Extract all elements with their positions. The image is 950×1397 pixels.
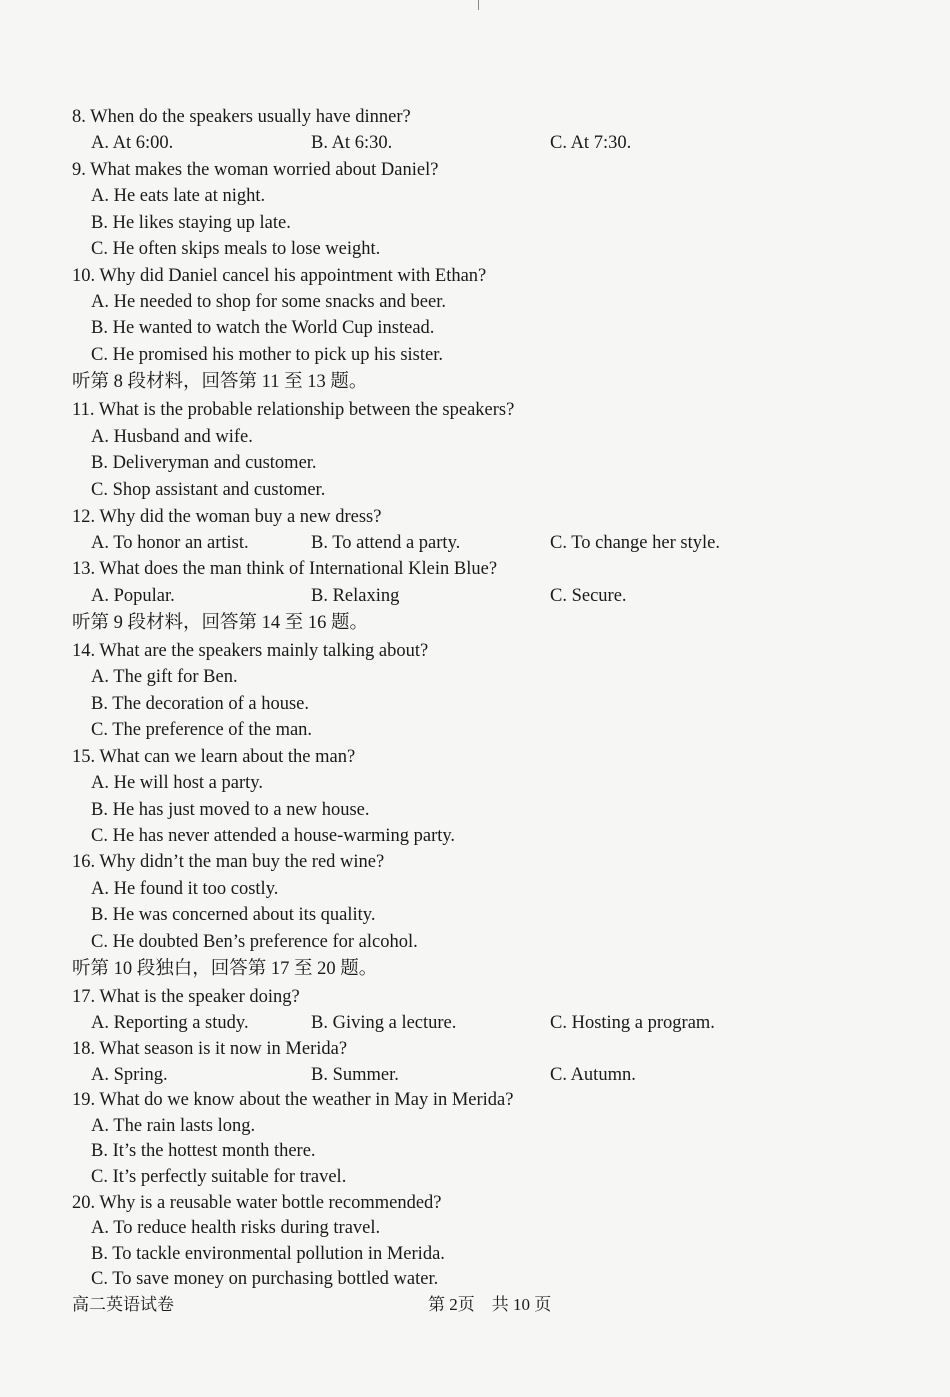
question-20: 20. Why is a reusable water bottle recommended?: [72, 1193, 442, 1213]
q17-option-b: B. Giving a lecture.: [311, 1013, 457, 1033]
question-9: 9. What makes the woman worried about Daniel?: [72, 160, 439, 180]
q19-option-b: B. It’s the hottest month there.: [91, 1141, 316, 1161]
q13-option-b: B. Relaxing: [311, 586, 400, 606]
question-19: 19. What do we know about the weather in May in Merida?: [72, 1090, 514, 1110]
footer-title: 高二英语试卷: [72, 1295, 174, 1314]
question-10: 10. Why did Daniel cancel his appointment with Ethan?: [72, 266, 487, 286]
scan-mark: [478, 0, 479, 10]
question-18: 18. What season is it now in Merida?: [72, 1039, 348, 1059]
q8-option-c: C. At 7:30.: [550, 133, 632, 153]
q18-option-b: B. Summer.: [311, 1065, 399, 1085]
q20-option-a: A. To reduce health risks during travel.: [91, 1218, 381, 1238]
question-15: 15. What can we learn about the man?: [72, 747, 356, 767]
q14-option-b: B. The decoration of a house.: [91, 694, 309, 714]
section-8-heading: 听第 8 段材料，回答第 11 至 13 题。: [72, 372, 368, 392]
q10-option-a: A. He needed to shop for some snacks and beer.: [91, 292, 446, 312]
q8-option-b: B. At 6:30.: [311, 133, 393, 153]
q12-option-a: A. To honor an artist.: [91, 533, 249, 553]
q10-option-b: B. He wanted to watch the World Cup instead.: [91, 318, 435, 338]
q16-option-c: C. He doubted Ben’s preference for alcohol.: [91, 932, 418, 952]
q9-option-c: C. He often skips meals to lose weight.: [91, 239, 381, 259]
q20-option-b: B. To tackle environmental pollution in Merida.: [91, 1244, 445, 1264]
question-12: 12. Why did the woman buy a new dress?: [72, 507, 382, 527]
q18-option-a: A. Spring.: [91, 1065, 168, 1085]
q19-option-a: A. The rain lasts long.: [91, 1116, 256, 1136]
q13-option-c: C. Secure.: [550, 586, 627, 606]
q8-option-a: A. At 6:00.: [91, 133, 174, 153]
q15-option-b: B. He has just moved to a new house.: [91, 800, 370, 820]
q11-option-c: C. Shop assistant and customer.: [91, 480, 326, 500]
q12-option-b: B. To attend a party.: [311, 533, 461, 553]
q11-option-b: B. Deliveryman and customer.: [91, 453, 317, 473]
footer-page-number: 第 2页 共 10 页: [428, 1295, 552, 1314]
section-9-heading: 听第 9 段材料，回答第 14 至 16 题。: [72, 613, 369, 633]
section-10-heading: 听第 10 段独白，回答第 17 至 20 题。: [72, 959, 378, 979]
question-13: 13. What does the man think of International Klein Blue?: [72, 559, 498, 579]
q17-option-c: C. Hosting a program.: [550, 1013, 715, 1033]
q16-option-a: A. He found it too costly.: [91, 879, 279, 899]
q16-option-b: B. He was concerned about its quality.: [91, 905, 376, 925]
q9-option-b: B. He likes staying up late.: [91, 213, 291, 233]
q14-option-c: C. The preference of the man.: [91, 720, 313, 740]
question-14: 14. What are the speakers mainly talking about?: [72, 641, 429, 661]
q12-option-c: C. To change her style.: [550, 533, 720, 553]
q20-option-c: C. To save money on purchasing bottled water.: [91, 1269, 439, 1289]
question-16: 16. Why didn’t the man buy the red wine?: [72, 852, 385, 872]
q15-option-a: A. He will host a party.: [91, 773, 263, 793]
q10-option-c: C. He promised his mother to pick up his sister.: [91, 345, 443, 365]
q17-option-a: A. Reporting a study.: [91, 1013, 249, 1033]
question-17: 17. What is the speaker doing?: [72, 987, 300, 1007]
q19-option-c: C. It’s perfectly suitable for travel.: [91, 1167, 347, 1187]
q18-option-c: C. Autumn.: [550, 1065, 636, 1085]
q14-option-a: A. The gift for Ben.: [91, 667, 238, 687]
question-8: 8. When do the speakers usually have dinner?: [72, 107, 411, 127]
question-11: 11. What is the probable relationship between the speakers?: [72, 400, 515, 420]
q15-option-c: C. He has never attended a house-warming party.: [91, 826, 456, 846]
q9-option-a: A. He eats late at night.: [91, 186, 266, 206]
q11-option-a: A. Husband and wife.: [91, 427, 253, 447]
q13-option-a: A. Popular.: [91, 586, 175, 606]
